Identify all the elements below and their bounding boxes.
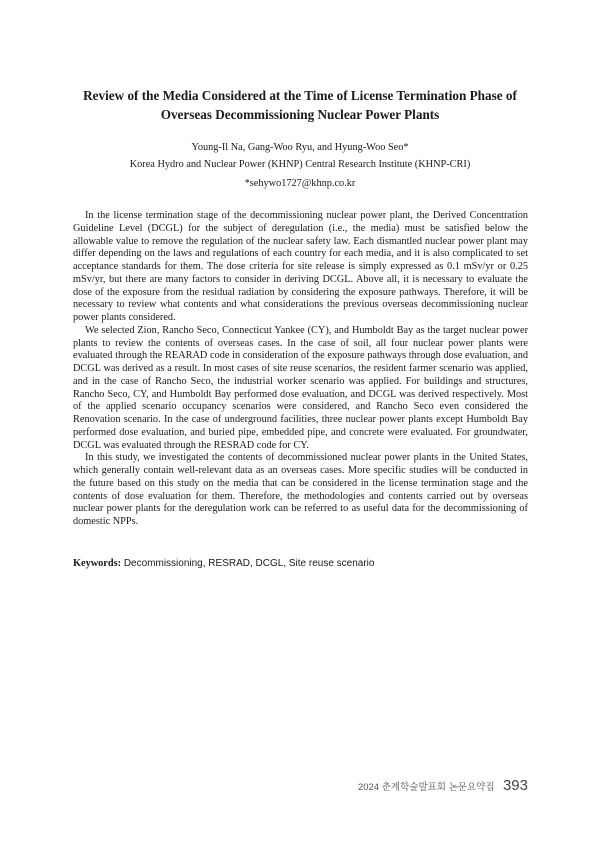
affiliation: Korea Hydro and Nuclear Power (KHNP) Central Research Institute (KHNP-CRI) xyxy=(129,159,471,170)
title-line-2: Overseas Decommissioning Nuclear Power Plants xyxy=(160,107,440,122)
keywords xyxy=(73,557,528,570)
abstract xyxy=(73,210,528,529)
footer-label: 2024 춘계학술발표회 논문요약집 xyxy=(357,781,495,793)
corresponding-email: *sehywo1727@khnp.co.kr xyxy=(244,178,356,189)
keywords-label: Keywords: xyxy=(73,558,122,569)
page-number: 393 xyxy=(502,777,528,795)
abstract-paragraph-3: In this study, we investigated the contents of decommissioned nuclear power plants in the United States, which generally contain well-relevant data as an overseas cases. More specific studies will be conducted in the future based on this study on the media that can be considered in the license termination stage and the contents of dose evaluation for them. Therefore, the methodologies and contents carried out by overseas nuclear power plants for the deregulation work can be referred to as useful data for the decommissioning of domestic NPPs. xyxy=(73,452,528,527)
title-line-1: Review of the Media Considered at the Time of License Termination Phase of xyxy=(83,88,517,103)
paper-title xyxy=(60,86,540,124)
page-footer xyxy=(358,777,528,795)
abstract-paragraph-1: In the license termination stage of the decommissioning nuclear power plant, the Derived Concentration Guideline Level (DCGL) for the subject of deregulation (i.e., the media) must be satisfied below the allowable value to remove the regulation of the nuclear safety law. Each dismantled nuclear power plant may differ depending on the laws and regulations of each country for each media, and it is also complicated to set acceptance standards for them. The dose criteria for site release is simply expressed as 0.1 mSv/yr or 0.25 mSv/yr, but there are many factors to consider in deriving DCGL. Above all, it is necessary to evaluate the dose of the exposure from the residual radiation by considering the exposure pathways. Therefore, it will be necessary to review what contents and what considerations the previous overseas decommissioning nuclear power plants considered. xyxy=(73,210,528,323)
keywords-text: Decommissioning, RESRAD, DCGL, Site reuse scenario xyxy=(121,558,375,569)
abstract-paragraph-2: We selected Zion, Rancho Seco, Connecticut Yankee (CY), and Humboldt Bay as the target nuclear power plants to review the contents of overseas cases. In the case of soil, all four nuclear power plants were evaluated through the REARAD code in consideration of the exposure pathways through dose evaluation, and DCGL was derived as a result. In most cases of site reuse scenarios, the resident farmer scenario was applied, and in the case of Rancho Seco, the industrial worker scenario was applied. For buildings and structures, Rancho Seco, CY, and Humboldt Bay performed dose evaluation, and DCGL was derived respectively. Most of the applied scenario occupancy scenarios were considered, and Rancho Seco even considered the Renovation scenario. In the case of underground facilities, three nuclear power plants except Humboldt Bay performed dose evaluation, and buried pipe, embedded pipe, and concrete were evaluated. For groundwater, DCGL was evaluated through the RESRAD code for CY. xyxy=(73,324,528,451)
author-list: Young-Il Na, Gang-Woo Ryu, and Hyung-Woo Seo* xyxy=(191,142,409,153)
